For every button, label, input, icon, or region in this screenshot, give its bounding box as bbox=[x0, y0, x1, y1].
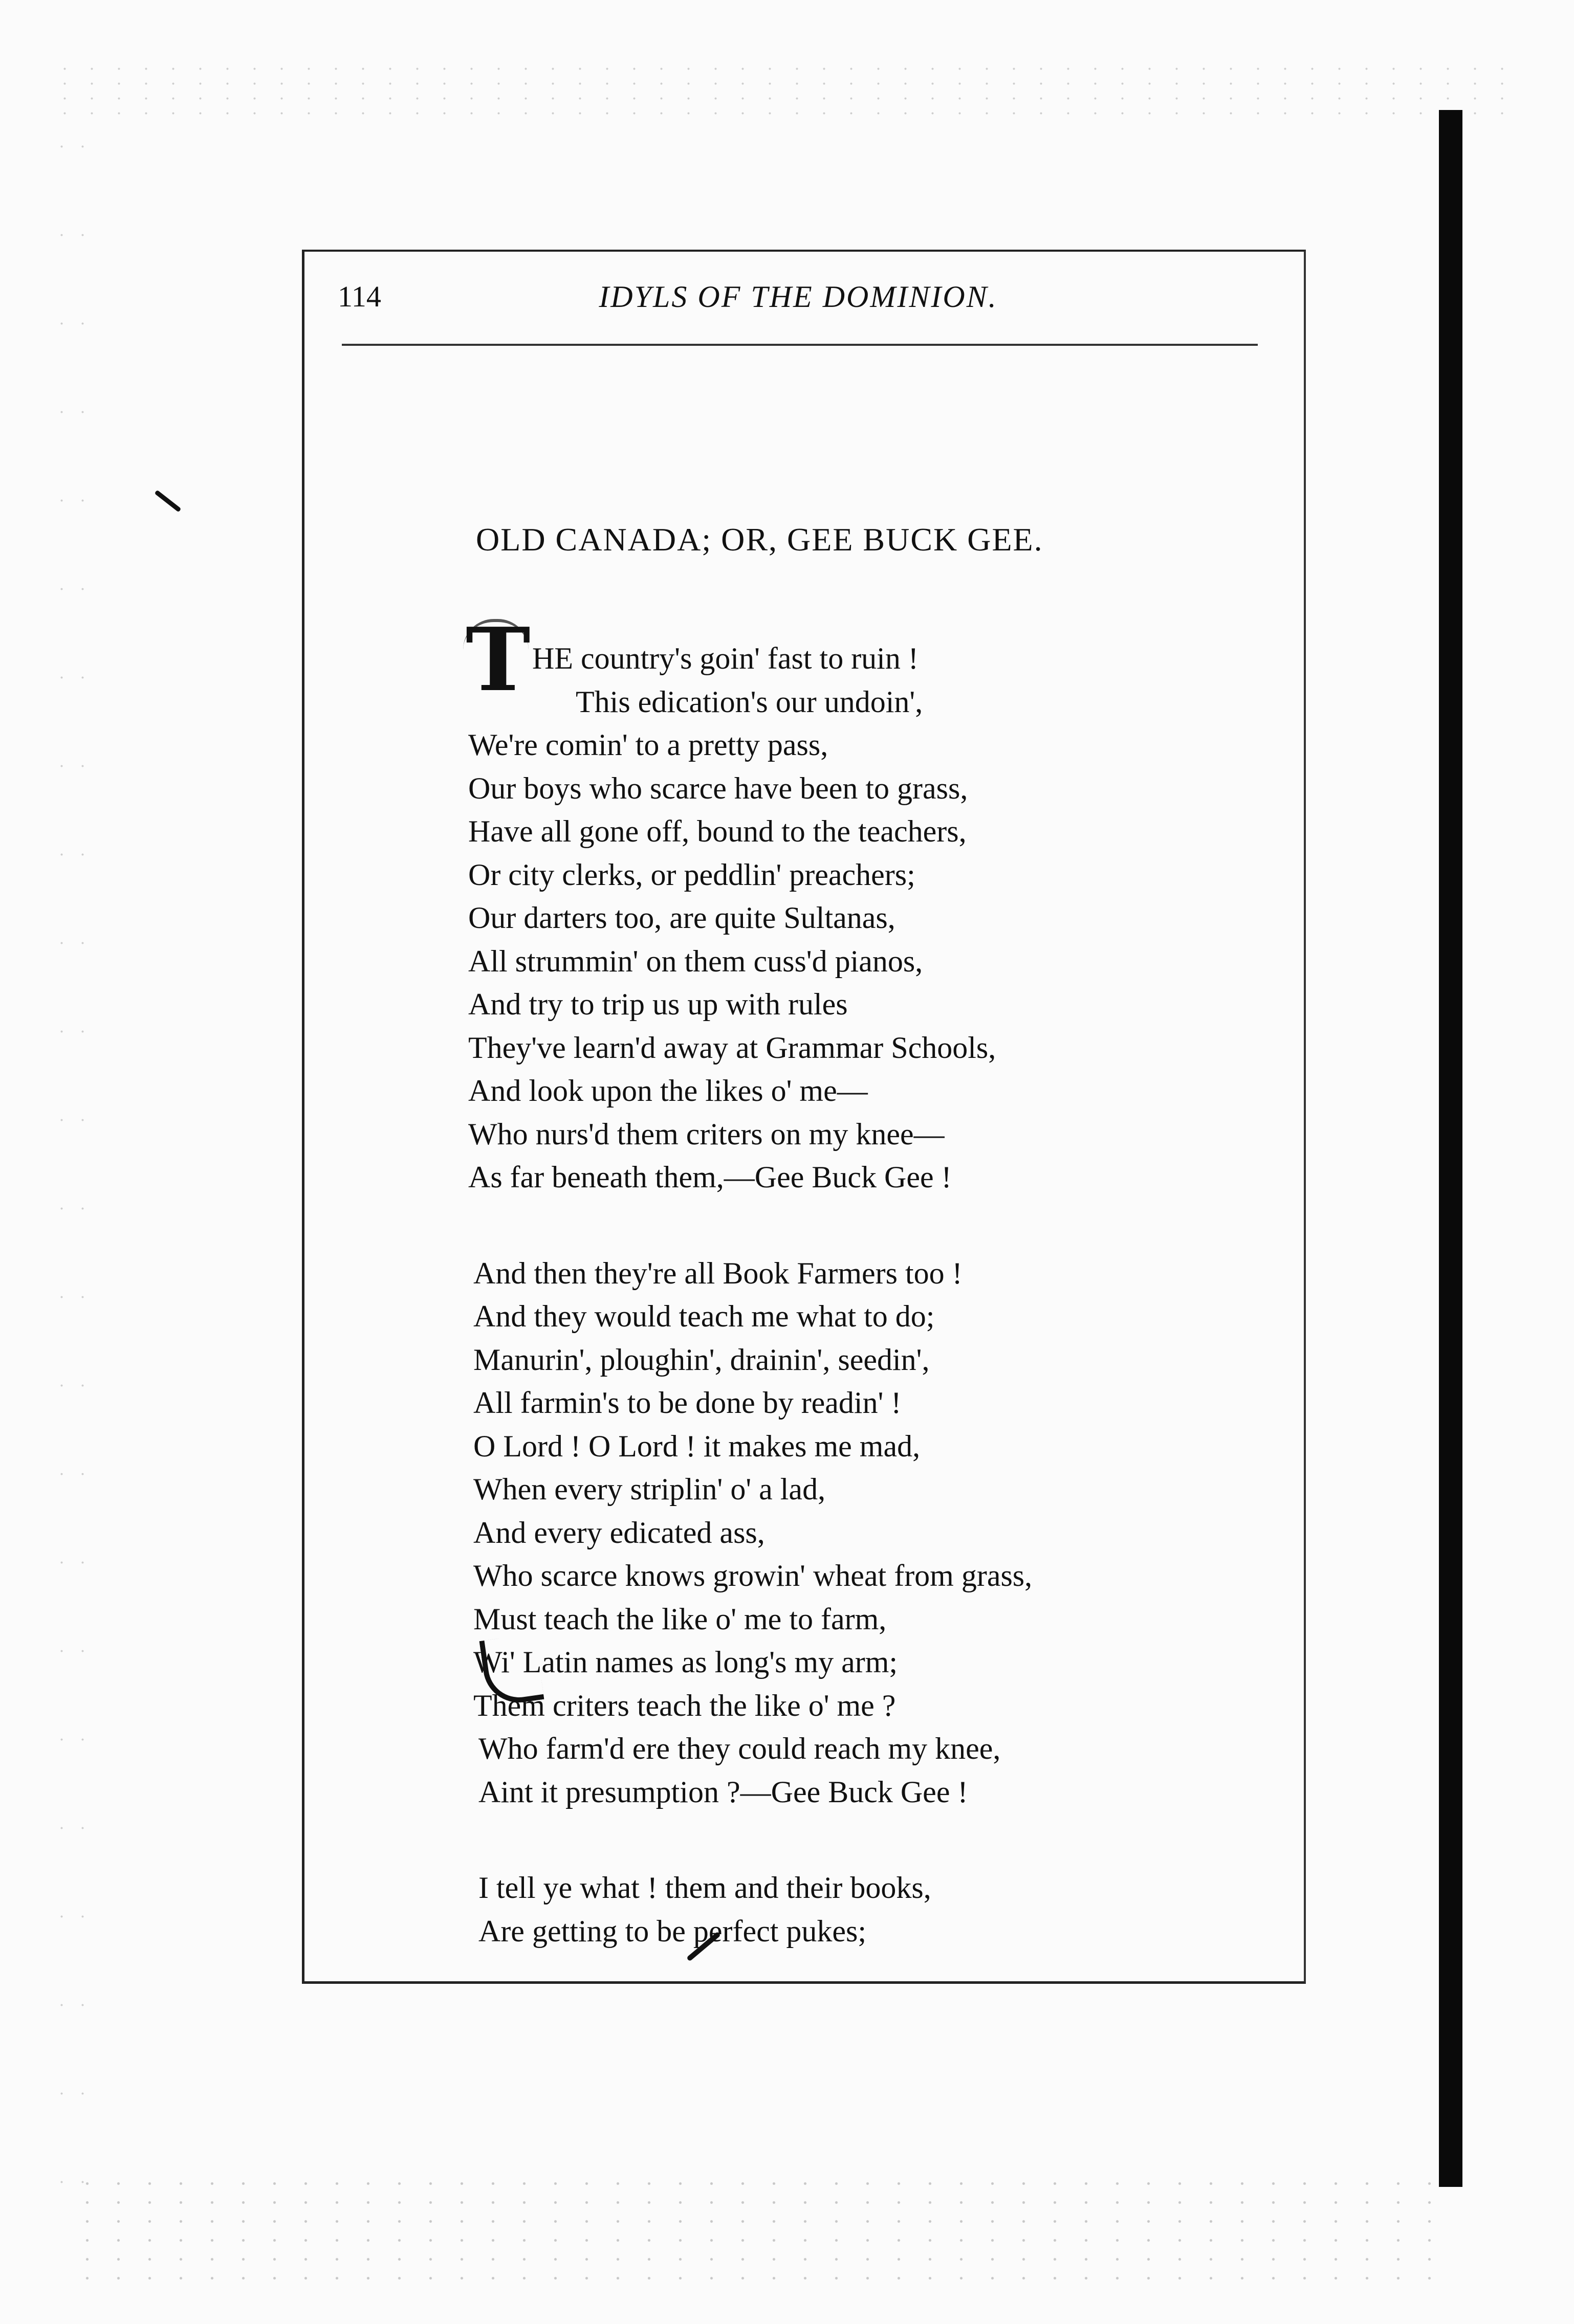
poem-line: Have all gone off, bound to the teachers, bbox=[468, 814, 967, 848]
scan-noise-left bbox=[51, 102, 97, 2200]
scan-noise-bottom bbox=[72, 2174, 1453, 2292]
poem-line: Who farm'd ere they could reach my knee, bbox=[478, 1732, 1001, 1765]
poem-line: Them criters teach the like o' me ? bbox=[473, 1688, 896, 1722]
drop-cap: T bbox=[466, 609, 531, 711]
stanza-break bbox=[468, 1813, 1266, 1866]
stanza-break bbox=[468, 1199, 1266, 1252]
poem-line: All farmin's to be done by readin' ! bbox=[473, 1386, 902, 1420]
page-number: 114 bbox=[338, 280, 381, 313]
poem-line: Who nurs'd them criters on my knee— bbox=[468, 1117, 945, 1151]
header-rule bbox=[342, 344, 1258, 346]
poem-line: Our darters too, are quite Sultanas, bbox=[468, 901, 895, 935]
poem-line: Manurin', ploughin', drainin', seedin', bbox=[473, 1342, 930, 1377]
poem-line: Are getting to be perfect pukes; bbox=[478, 1914, 867, 1948]
poem-line: Who scarce knows growin' wheat from grass, bbox=[473, 1559, 1033, 1592]
poem-line: When every striplin' o' a lad, bbox=[473, 1472, 826, 1506]
page-header bbox=[338, 276, 1259, 327]
poem-line: HE country's goin' fast to ruin ! bbox=[532, 641, 919, 675]
poem-line: This edication's our undoin', bbox=[576, 684, 923, 719]
poem-line: And look upon the likes o' me— bbox=[468, 1074, 868, 1108]
poem-body bbox=[468, 637, 1266, 1953]
poem-line: O Lord ! O Lord ! it makes me mad, bbox=[473, 1429, 921, 1463]
stray-ink-mark bbox=[155, 490, 182, 512]
poem-title: OLD CANADA; OR, GEE BUCK GEE. bbox=[476, 521, 1043, 558]
stanza-3 bbox=[468, 1866, 1266, 1953]
poem-line: Our boys who scarce have been to grass, bbox=[468, 771, 968, 805]
scan-noise-top bbox=[51, 61, 1510, 118]
running-head: IDYLS OF THE DOMINION. bbox=[599, 280, 998, 314]
poem-line: I tell ye what ! them and their books, bbox=[478, 1871, 931, 1905]
poem-line: As far beneath them,—Gee Buck Gee ! bbox=[468, 1160, 952, 1194]
stanza-2 bbox=[468, 1252, 1266, 1814]
poem-line: And try to trip us up with rules bbox=[468, 987, 848, 1021]
poem-line: Must teach the like o' me to farm, bbox=[473, 1602, 887, 1636]
poem-line: And then they're all Book Farmers too ! bbox=[473, 1256, 963, 1290]
book-spine-shadow bbox=[1439, 110, 1462, 2187]
poem-line: Wi' Latin names as long's my arm; bbox=[473, 1645, 898, 1679]
poem-line: We're comin' to a pretty pass, bbox=[468, 728, 828, 762]
poem-line: All strummin' on them cuss'd pianos, bbox=[468, 944, 923, 978]
poem-line: And every edicated ass, bbox=[473, 1515, 765, 1550]
poem-line: And they would teach me what to do; bbox=[473, 1299, 935, 1333]
poem-line: Aint it presumption ?—Gee Buck Gee ! bbox=[478, 1775, 968, 1809]
poem-line: Or city clerks, or peddlin' preachers; bbox=[468, 857, 915, 892]
stanza-1 bbox=[468, 637, 1266, 1199]
poem-line: They've learn'd away at Grammar Schools, bbox=[468, 1030, 996, 1065]
